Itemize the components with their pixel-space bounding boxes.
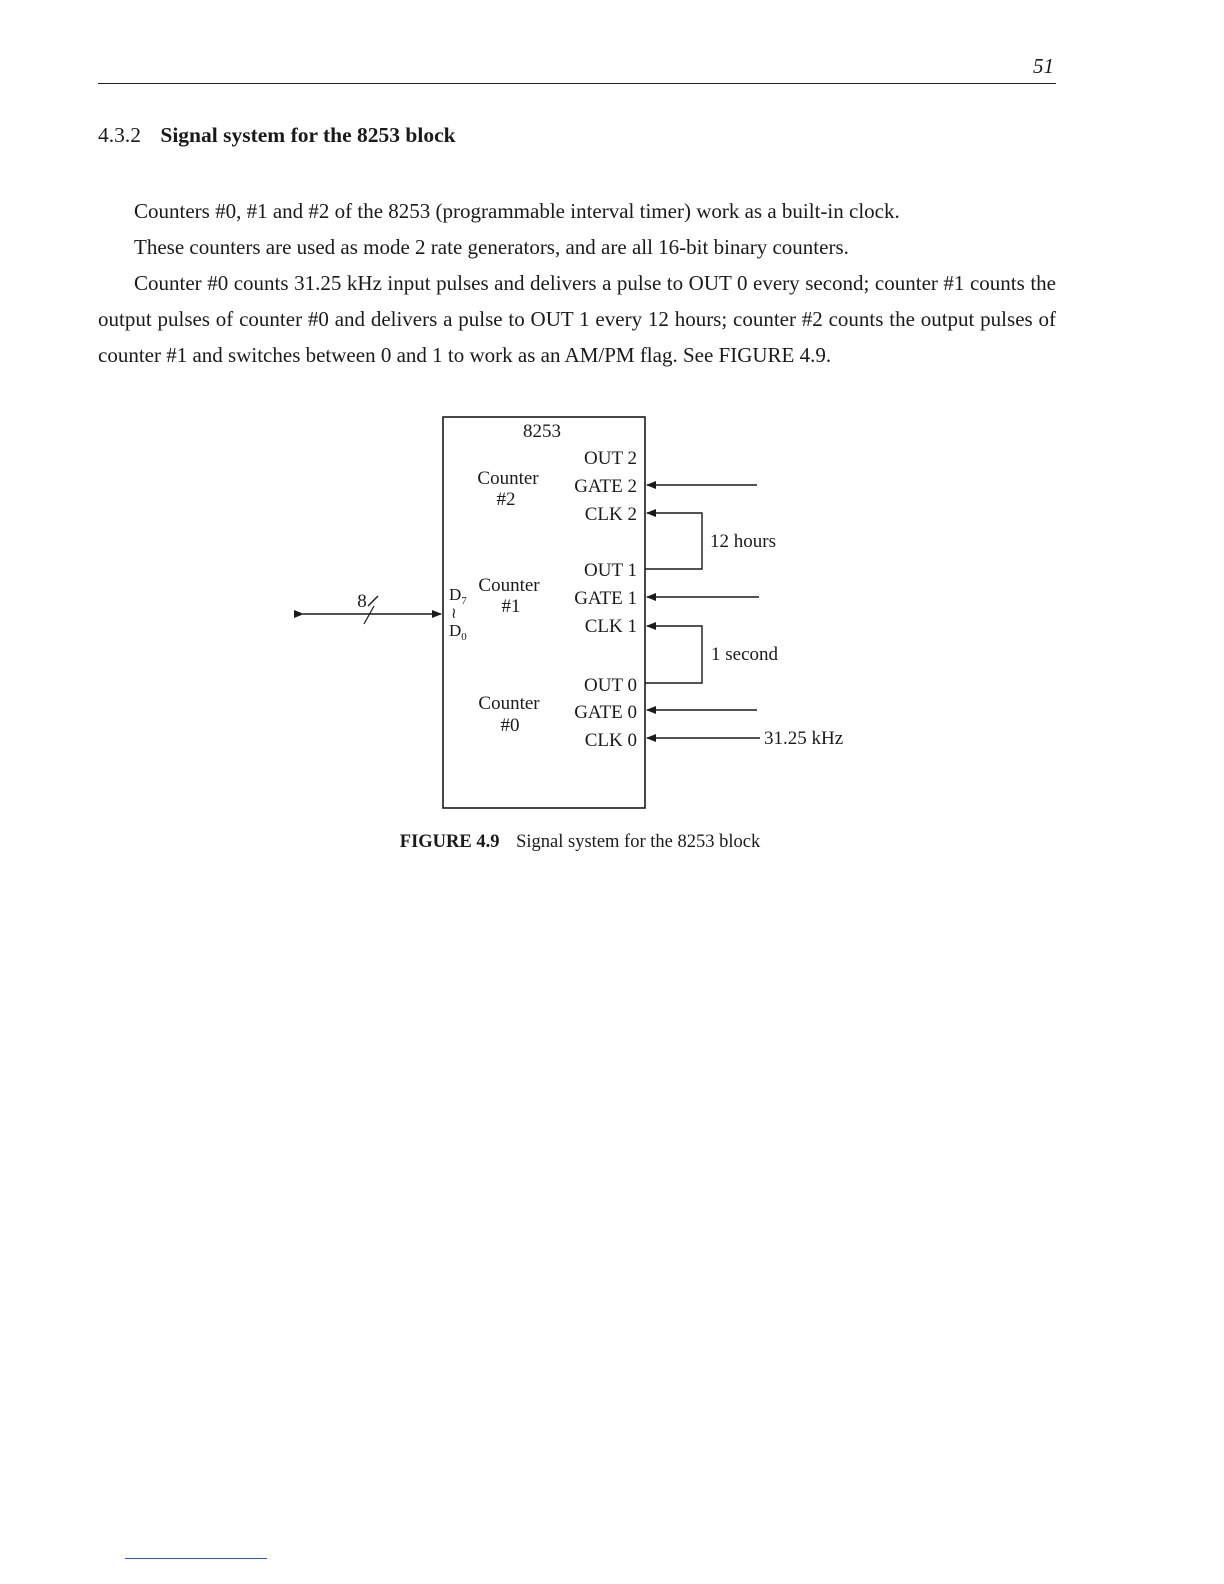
out0-to-clk1-wire [645,626,702,683]
footnote-rule [125,1558,267,1559]
counter-2-number: #2 [496,489,516,510]
bus-pin-d7: $D_7$ [449,585,467,607]
bus-width-label: 8 [357,591,367,612]
bus-pin-d0: $D_0$ [449,621,467,643]
counter-1-name: Counter [478,575,540,596]
counter-1-number: #1 [501,596,521,617]
caption-label: FIGURE 4.9 [399,832,500,852]
hours-label: 12 hours [710,531,776,552]
counter-0-number: #0 [500,715,520,736]
pin-gate-0: GATE 0 [574,702,637,723]
section-title: Signal system for the 8253 block [160,123,456,147]
section-number: 4.3.2 [98,123,141,147]
figure-caption [0,832,1160,853]
freq-label: 31.25 kHz [764,728,844,749]
pin-out-1: OUT 1 [584,560,637,581]
out1-to-clk2-wire [645,513,702,569]
page-number: 51 [1033,54,1054,78]
pin-out-0: OUT 0 [584,675,637,696]
second-label: 1 second [711,644,779,665]
pin-clk-1: CLK 1 [584,616,637,637]
paragraph: Counters #0, #1 and #2 of the 8253 (programmable interval timer) work as a built-in clock. [134,199,900,223]
pin-clk-2: CLK 2 [584,504,637,525]
counter-2-name: Counter [477,468,539,489]
pin-gate-1: GATE 1 [574,588,637,609]
bus-range-mark: ≀ [451,606,457,622]
pin-clk-0: CLK 0 [584,730,637,751]
counter-0-name: Counter [478,693,540,714]
pin-out-2: OUT 2 [584,448,637,469]
paragraph: Counter #0 counts 31.25 kHz input pulses and delivers a pulse to OUT 0 every second; counter #1 counts the output pulses of counter #0 and delivers a pulse to OUT 1 every 12 hours; counter #2 counts the output pulses of counter #1 and switches between 0 and 1 to work as an AM/PM flag. See FIGURE 4.9. [98,271,1056,367]
pin-gate-2: GATE 2 [574,476,637,497]
caption-text: Signal system for the 8253 block [516,832,761,852]
paragraph: These counters are used as mode 2 rate generators, and are all 16-bit binary counters. [134,235,849,259]
chip-label: 8253 [523,421,561,442]
bus-width-slash [368,596,378,606]
